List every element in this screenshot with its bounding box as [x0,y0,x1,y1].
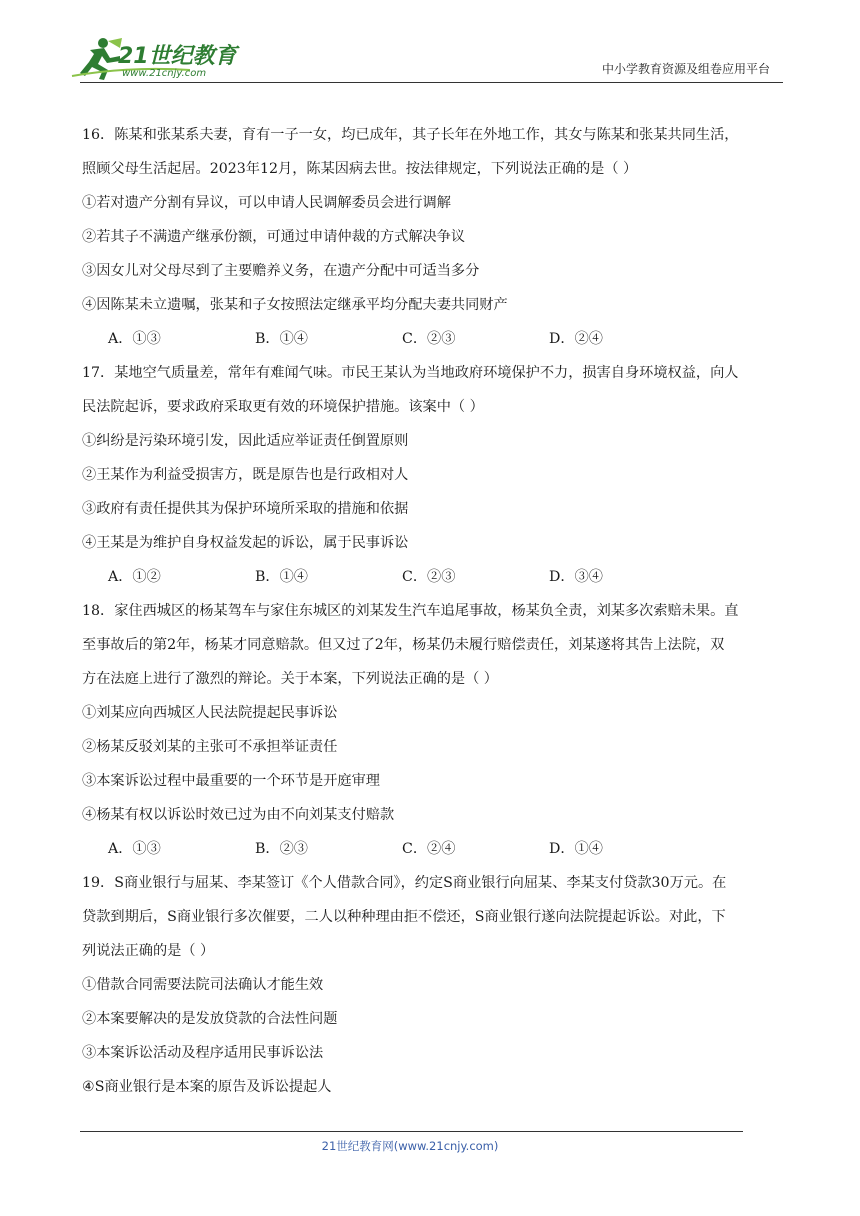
statement-option: ②本案要解决的是发放贷款的合法性问题 [82,1011,338,1027]
logo-text: 21世纪教育 [118,44,237,69]
statement-option: ③本案诉讼过程中最重要的一个环节是开庭审理 [82,773,380,789]
answer-choice: B．②③ [255,841,308,857]
statement-option: ③本案诉讼活动及程序适用民事诉讼法 [82,1045,324,1061]
question-stem-line: 民法院起诉，要求政府采取更有效的环境保护措施。该案中（ ） [82,399,484,415]
question-stem-line: 列说法正确的是（ ） [82,943,215,959]
answer-choice: C．②③ [402,569,456,585]
statement-option: ②若其子不满遗产继承份额，可通过申请仲裁的方式解决争议 [82,229,466,245]
statement-option: ③因女儿对父母尽到了主要赡养义务，在遗产分配中可适当多分 [82,263,480,279]
answer-choice: C．②④ [402,841,456,857]
statement-option: ④S商业银行是本案的原告及诉讼提起人 [82,1079,332,1095]
question-stem-line: 16．陈某和张某系夫妻，育有一子一女，均已成年，其子长年在外地工作，其女与陈某和张某共同生活， [82,127,739,143]
header-divider [80,82,783,83]
logo-url: www.21cnjy.com [122,68,207,79]
statement-option: ①若对遗产分割有异议，可以申请人民调解委员会进行调解 [82,195,451,211]
answer-choices [82,322,782,356]
answer-choice: A．①② [108,569,161,585]
question-block [82,118,782,356]
answer-choice: B．①④ [255,331,308,347]
answer-choice: A．①③ [108,331,161,347]
statement-option: ①纠纷是污染环境引发，因此适应举证责任倒置原则 [82,433,409,449]
answer-choice: B．①④ [255,569,308,585]
statement-option: ①借款合同需要法院司法确认才能生效 [82,977,324,993]
answer-choice: D．③④ [549,569,603,585]
logo [70,36,245,82]
question-stem-line: 贷款到期后，S商业银行多次催要，二人以种种理由拒不偿还，S商业银行遂向法院提起诉讼。对此，下 [82,909,726,925]
answer-choice: D．②④ [549,331,603,347]
platform-name: 中小学教育资源及组卷应用平台 [601,62,770,76]
question-stem-line: 17．某地空气质量差，常年有难闻气味。市民王某认为当地政府环境保护不力，损害自身环境权益，向人 [82,365,739,381]
question-block [82,356,782,594]
question-block [82,866,782,1104]
question-stem-line: 19．S商业银行与屈某、李某签订《个人借款合同》，约定S商业银行向屈某、李某支付贷款30万元。在 [82,875,727,891]
question-stem-line: 至事故后的第2年，杨某才同意赔款。但又过了2年，杨某仍未履行赔偿责任，刘某遂将其告上法院，双 [82,637,725,653]
answer-choices [82,832,782,866]
statement-option: ②杨某反驳刘某的主张可不承担举证责任 [82,739,338,755]
statement-option: ④因陈某未立遗嘱，张某和子女按照法定继承平均分配夫妻共同财产 [82,297,508,313]
footer-text: 21世纪教育网(www.21cnjy.com) [321,1139,499,1153]
question-block [82,594,782,866]
question-stem-line: 18．家住西城区的杨某驾车与家住东城区的刘某发生汽车追尾事故，杨某负全责，刘某多次索赔未果。直 [82,603,739,619]
statement-option: ②王某作为利益受损害方，既是原告也是行政相对人 [82,467,409,483]
answer-choice: C．②③ [402,331,456,347]
answer-choices [82,560,782,594]
answer-choice: A．①③ [108,841,161,857]
question-stem-line: 方在法庭上进行了激烈的辩论。关于本案，下列说法正确的是（ ） [82,671,498,687]
footer-divider [80,1131,743,1132]
answer-choice: D．①④ [549,841,603,857]
question-list [82,118,782,1104]
statement-option: ①刘某应向西城区人民法院提起民事诉讼 [82,705,338,721]
statement-option: ④杨某有权以诉讼时效已过为由不向刘某支付赔款 [82,807,395,823]
question-stem-line: 照顾父母生活起居。2023年12月，陈某因病去世。按法律规定，下列说法正确的是（ ） [82,161,638,177]
page-header [70,34,790,84]
statement-option: ④王某是为维护自身权益发起的诉讼，属于民事诉讼 [82,535,409,551]
statement-option: ③政府有责任提供其为保护环境所采取的措施和依据 [82,501,409,517]
